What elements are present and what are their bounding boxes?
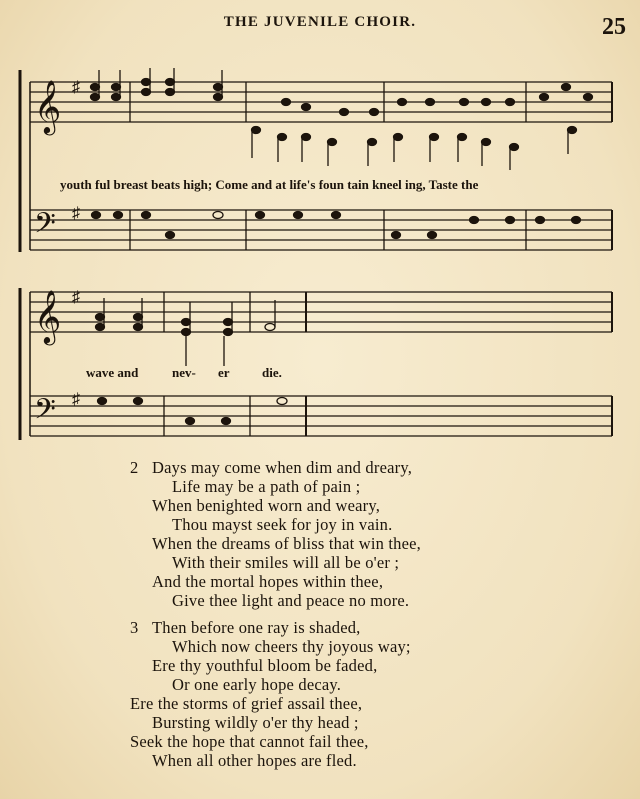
verse-line: Thou mayst seek for joy in vain.	[172, 515, 393, 534]
notes-bass-2	[98, 398, 288, 425]
notes-lower-voice-1	[252, 127, 577, 171]
lyrics-line-1: youth ful breast beats high; Come and at life's foun tain kneel ing, Taste the	[60, 177, 479, 192]
lyric-syllable: wave and	[86, 365, 139, 380]
lyric-syllable: die.	[262, 365, 282, 380]
system-1	[20, 68, 612, 252]
lyric-syllable: nev-	[172, 365, 196, 380]
verse-line: When the dreams of bliss that win thee,	[152, 534, 421, 553]
treble-staff-2	[30, 292, 612, 332]
sharp-sign-1: ♯	[72, 79, 80, 96]
page-header-title: THE JUVENILE CHOIR.	[223, 14, 417, 30]
verse-number: 3	[130, 618, 139, 637]
verse-line: When all other hopes are fled.	[152, 751, 357, 770]
sharp-sign-4: ♯	[72, 391, 80, 408]
verse-line: Seek the hope that cannot fail thee,	[130, 732, 369, 751]
sharp-sign-3: ♯	[72, 289, 80, 306]
verse-line: Give thee light and peace no more.	[172, 591, 410, 610]
barlines-2	[164, 292, 612, 436]
verse-line: Bursting wildly o'er thy head ;	[152, 713, 359, 732]
verse-line: Life may be a path of pain ;	[172, 477, 361, 496]
verse-line: When benighted worn and weary,	[152, 496, 381, 515]
barlines-1	[130, 82, 612, 250]
notes-bass-1	[92, 212, 581, 239]
verse-line: Which now cheers thy joyous way;	[172, 637, 411, 656]
verse-line: And the mortal hopes within thee,	[152, 572, 384, 591]
page-number: 25	[602, 14, 626, 40]
treble-clef-1: 𝄞	[34, 79, 62, 133]
verse-line: Then before one ray is shaded,	[152, 618, 361, 637]
bass-clef-2: 𝄢	[34, 393, 56, 433]
lyric-syllable: er	[218, 365, 230, 380]
verse-line: Ere the storms of grief assail thee,	[130, 694, 363, 713]
bass-staff-2	[30, 396, 612, 436]
verse-line: Or one early hope decay.	[172, 675, 342, 694]
verse-line: With their smiles will all be o'er ;	[172, 553, 400, 572]
treble-clef-2: 𝄞	[34, 289, 62, 343]
verse-line: Ere thy youthful bloom be faded,	[152, 656, 378, 675]
system-2	[20, 288, 612, 440]
verse-line: Days may come when dim and dreary,	[152, 458, 413, 477]
bass-clef-1: 𝄢	[34, 207, 56, 247]
sharp-sign-2: ♯	[72, 205, 80, 222]
verse-number: 2	[130, 458, 139, 477]
